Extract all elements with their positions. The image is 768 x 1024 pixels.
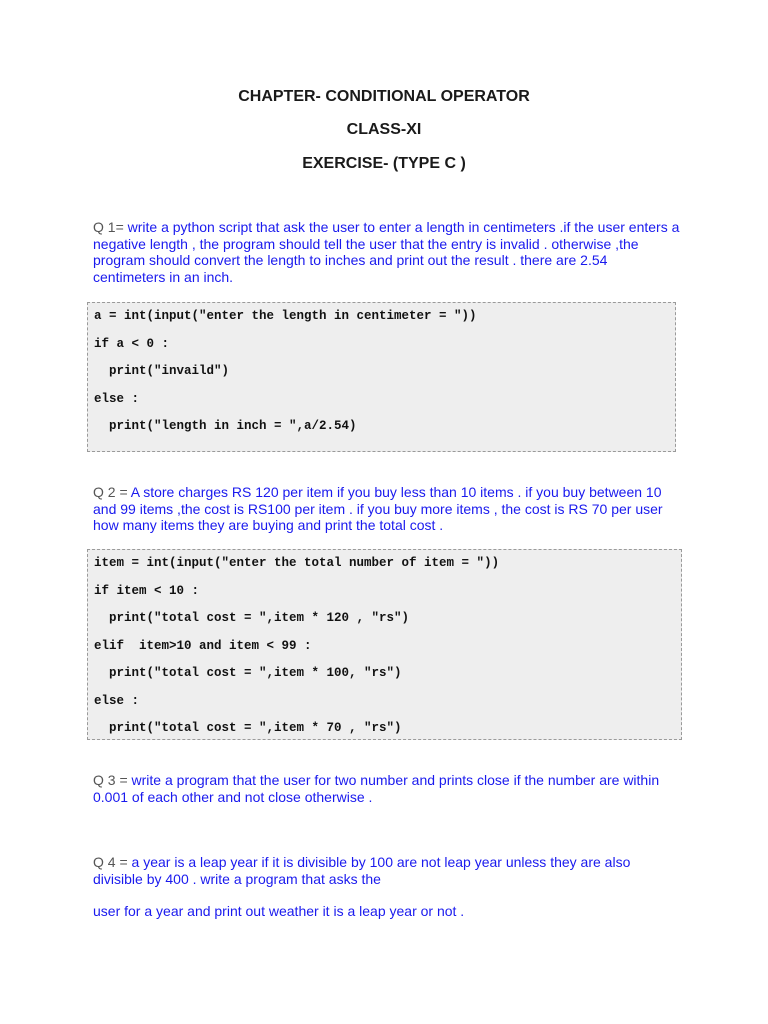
question-1 xyxy=(93,219,683,285)
question-3 xyxy=(93,772,683,805)
question-number: Q 4 = xyxy=(93,854,128,870)
code-line: if item < 10 : xyxy=(94,583,200,598)
code-line: print("invaild") xyxy=(94,364,230,378)
code-block-1 xyxy=(87,302,676,452)
question-text: user for a year and print out weather it is a leap year or not . xyxy=(93,903,465,919)
code-block-2 xyxy=(87,549,682,740)
class-title: CLASS-XI xyxy=(346,121,422,138)
code-line: print("total cost = ",item * 100, "rs") xyxy=(94,666,402,680)
code-line: print("total cost = ",item * 70 , "rs") xyxy=(94,721,402,735)
question-number: Q 2 = xyxy=(93,484,128,500)
question-text: write a program that the user for two number and prints close if the number are within 0.001 of each other and not close otherwise . xyxy=(93,772,660,805)
question-4-continued xyxy=(93,903,683,920)
exercise-title: EXERCISE- (TYPE C ) xyxy=(302,155,466,172)
code-line: elif item>10 and item < 99 : xyxy=(94,638,312,653)
question-text: write a python script that ask the user to enter a length in centimeters .if the user enters a negative length , the program should tell the user that the entry is invalid . otherwise ,the program should convert the length to inches and print out the result . there are 2.54 centimeters in an inch. xyxy=(93,219,680,285)
code-line: else : xyxy=(94,391,140,406)
code-line: print("length in inch = ",a/2.54) xyxy=(94,419,357,433)
chapter-title: CHAPTER- CONDITIONAL OPERATOR xyxy=(238,88,530,105)
code-line: item = int(input("enter the total number of item = ")) xyxy=(94,556,500,570)
question-number: Q 1= xyxy=(93,219,124,235)
question-text: a year is a leap year if it is divisible by 100 are not leap year unless they are also divisible by 400 . write a program that asks the xyxy=(93,854,631,887)
question-number: Q 3 = xyxy=(93,772,128,788)
code-line: else : xyxy=(94,693,140,708)
question-2 xyxy=(93,484,683,534)
code-line: a = int(input("enter the length in centimeter = ")) xyxy=(94,309,477,323)
code-line: if a < 0 : xyxy=(94,336,170,351)
code-line: print("total cost = ",item * 120 , "rs") xyxy=(94,611,410,625)
question-4 xyxy=(93,854,683,887)
question-text: A store charges RS 120 per item if you buy less than 10 items . if you buy between 10 and 99 items ,the cost is RS100 per item . if you buy more items , the cost is RS 70 per user how many items they are buying and print the total cost . xyxy=(93,484,663,533)
